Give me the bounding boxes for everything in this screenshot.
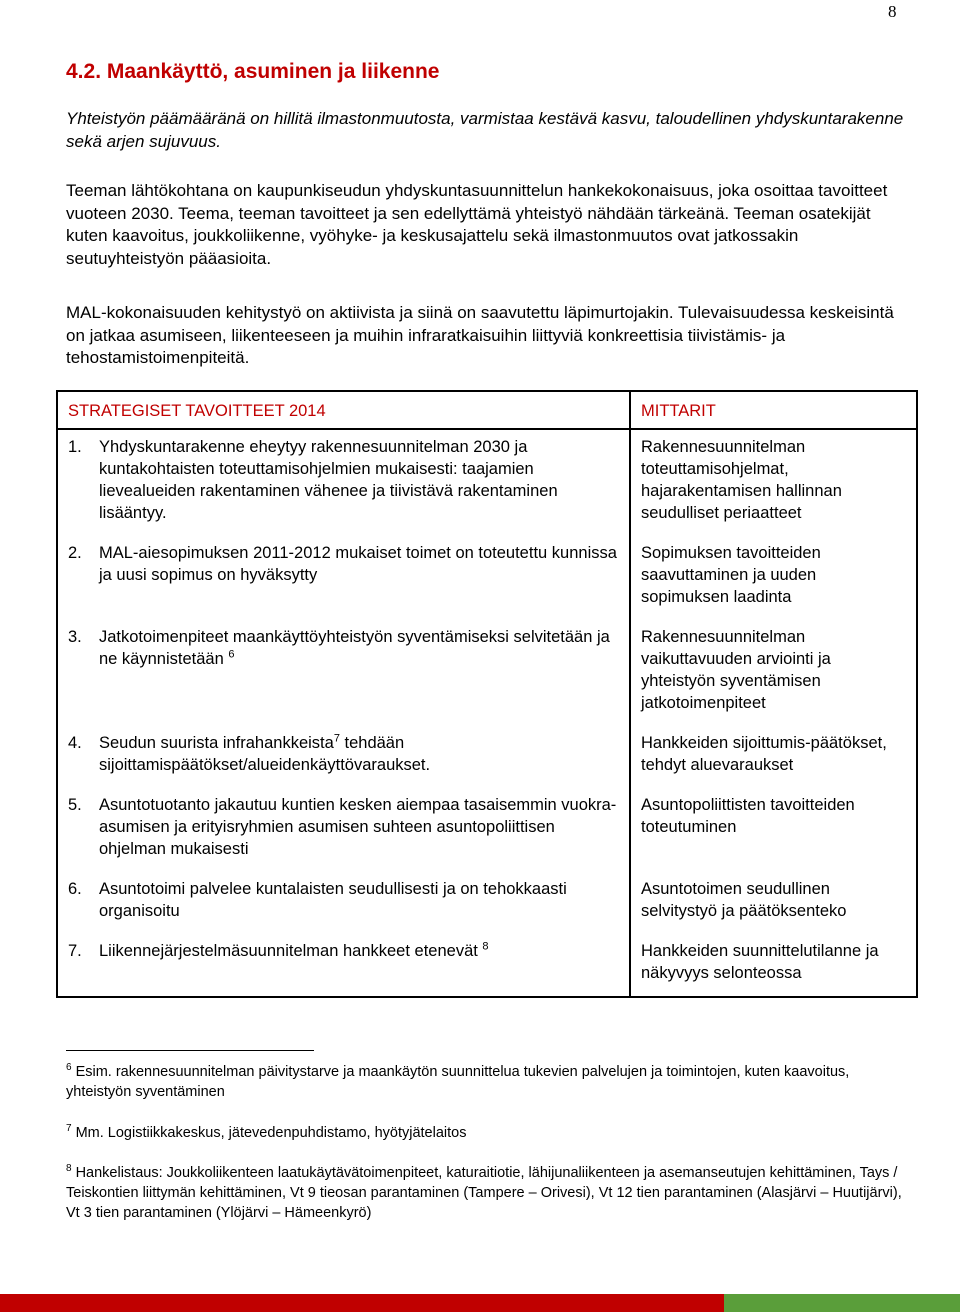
goal-text: MAL-aiesopimuksen 2011-2012 mukaiset toimet on toteutettu kunnissa ja uusi sopimus on hyväksytty (99, 544, 617, 584)
goal-cell (57, 788, 630, 872)
table-header-row (57, 391, 917, 429)
goal-cell (57, 726, 630, 788)
footer-color-bar (0, 1294, 960, 1312)
goal-text: Liikennejärjestelmäsuunnitelman hankkeet etenevät (99, 942, 478, 960)
goal-number: 6. (68, 880, 82, 898)
goal-cell (57, 934, 630, 997)
goal-cell (57, 536, 630, 620)
goal-cell (57, 620, 630, 726)
body-paragraph-1: Teeman lähtökohtana on kaupunkiseudun yhdyskuntasuunnittelun hankekokonaisuus, joka osoittaa tavoitteet vuoteen 2030. Teema, teeman tavoitteet ja sen edellyttämä yhteistyö nähdään tärkeänä. Teeman osatekijät kuten kaavoitus, joukkoliikenne, vyöhyke- ja keskusajattelu sekä ilmastonmuutos ovat jatkossakin seutuyhteistyön pääasioita. (66, 181, 888, 268)
goal-number: 2. (68, 544, 82, 562)
table-row (57, 536, 917, 620)
metric-cell: Sopimuksen tavoitteiden saavuttaminen ja uuden sopimuksen laadinta (630, 536, 917, 620)
goal-text-continued: tehdään sijoittamispäätökset/alueidenkäyttövaraukset. (99, 734, 431, 774)
intro-paragraph: Yhteistyön päämääränä on hillitä ilmastonmuutosta, varmistaa kestävä kasvu, taloudellinen yhdyskuntarakenne sekä arjen sujuvuus. (66, 109, 904, 151)
metric-cell: Hankkeiden suunnittelutilanne ja näkyvyys selonteossa (630, 934, 917, 997)
footnote-text: Hankelistaus: Joukkoliikenteen laatukäytävätoimenpiteet, katuraitiotie, lähijunaliikenteen ja asemanseutujen kehittäminen, Tays / Teiskontien liittymän kehittäminen, Vt 9 tieosan parantaminen (Tampere – Orivesi), Vt 12 tien parantaminen (Alasjärvi – Huutijärvi), Vt 3 tien parantaminen (Ylöjärvi – Hämeenkyrö) (66, 1165, 902, 1221)
metric-cell: Hankkeiden sijoittumis-päätökset, tehdyt aluevaraukset (630, 726, 917, 788)
footnote-mark: 8 (66, 1163, 72, 1175)
goal-text: Asuntotoimi palvelee kuntalaisten seudullisesti ja on tehokkaasti organisoitu (99, 880, 567, 920)
footnote-text: Mm. Logistiikkakeskus, jätevedenpuhdistamo, hyötyjätelaitos (75, 1125, 467, 1141)
header-goals: STRATEGISET TAVOITTEET 2014 (57, 391, 630, 429)
metric-cell: Rakennesuunnitelman toteuttamisohjelmat, hajarakentamisen hallinnan seudulliset periaatteet (630, 429, 917, 536)
body-paragraph-2: MAL-kokonaisuuden kehitystyö on aktiivista ja siinä on saavutettu läpimurtojakin. Tulevaisuudessa keskeisintä on jatkaa asumiseen, liikenteeseen ja muihin infraratkaisuihin liittyviä konkreettisia tiivistämis- ja tehostamistoimenpiteitä. (66, 303, 894, 367)
goal-number: 1. (68, 438, 82, 456)
footnote-8 (66, 1163, 906, 1223)
footnote-ref: 7 (333, 732, 340, 745)
goal-number: 3. (68, 628, 82, 646)
table-row (57, 788, 917, 872)
goal-cell (57, 872, 630, 934)
footnote-mark: 6 (66, 1062, 72, 1074)
table-row (57, 620, 917, 726)
goal-number: 7. (68, 942, 82, 960)
metric-cell: Asuntopoliittisten tavoitteiden toteutuminen (630, 788, 917, 872)
goal-text: Asuntotuotanto jakautuu kuntien kesken aiempaa tasaisemmin vuokra-asumisen ja erityisryhmien asumisen suhteen asuntopoliittisen ohjelman mukaisesti (99, 796, 617, 858)
footnote-6 (66, 1062, 906, 1102)
section-heading: 4.2. Maankäyttö, asuminen ja liikenne (66, 60, 440, 83)
goal-text-wrap (99, 626, 619, 670)
goal-text: Jatkotoimenpiteet maankäyttöyhteistyön syventämiseksi selvitetään ja ne käynnistetään (99, 628, 610, 668)
table-row (57, 934, 917, 997)
footnote-ref: 6 (228, 648, 235, 661)
goal-text-wrap (99, 940, 619, 962)
goal-number: 4. (68, 734, 82, 752)
goal-text: Seudun suurista infrahankkeista (99, 734, 334, 752)
table-row (57, 872, 917, 934)
footer-bar-red (0, 1294, 724, 1312)
footnote-divider (66, 1050, 314, 1051)
goal-text: Yhdyskuntarakenne eheytyy rakennesuunnitelman 2030 ja kuntakohtaisten toteuttamisohjelmien mukaisesti: taajamien lievealueiden rakentaminen vähenee ja tiivistävä rakentaminen lisääntyy. (99, 438, 558, 522)
page-number: 8 (888, 2, 897, 21)
footnote-7 (66, 1123, 906, 1143)
table-row (57, 429, 917, 536)
goal-text-wrap (99, 732, 619, 776)
footer-bar-green (724, 1294, 960, 1312)
metric-cell: Rakennesuunnitelman vaikuttavuuden arviointi ja yhteistyön syventämisen jatkotoimenpiteet (630, 620, 917, 726)
metric-cell: Asuntotoimen seudullinen selvitystyö ja päätöksenteko (630, 872, 917, 934)
footnote-ref: 8 (482, 940, 489, 953)
footnote-mark: 7 (66, 1123, 72, 1135)
goal-cell (57, 429, 630, 536)
table-row (57, 726, 917, 788)
goals-table (56, 390, 918, 998)
footnote-text: Esim. rakennesuunnitelman päivitystarve ja maankäytön suunnittelua tukevien palvelujen ja toimintojen, kuten kaavoitus, yhteistyön syventäminen (66, 1064, 850, 1100)
header-metrics: MITTARIT (630, 391, 917, 429)
goal-number: 5. (68, 796, 82, 814)
